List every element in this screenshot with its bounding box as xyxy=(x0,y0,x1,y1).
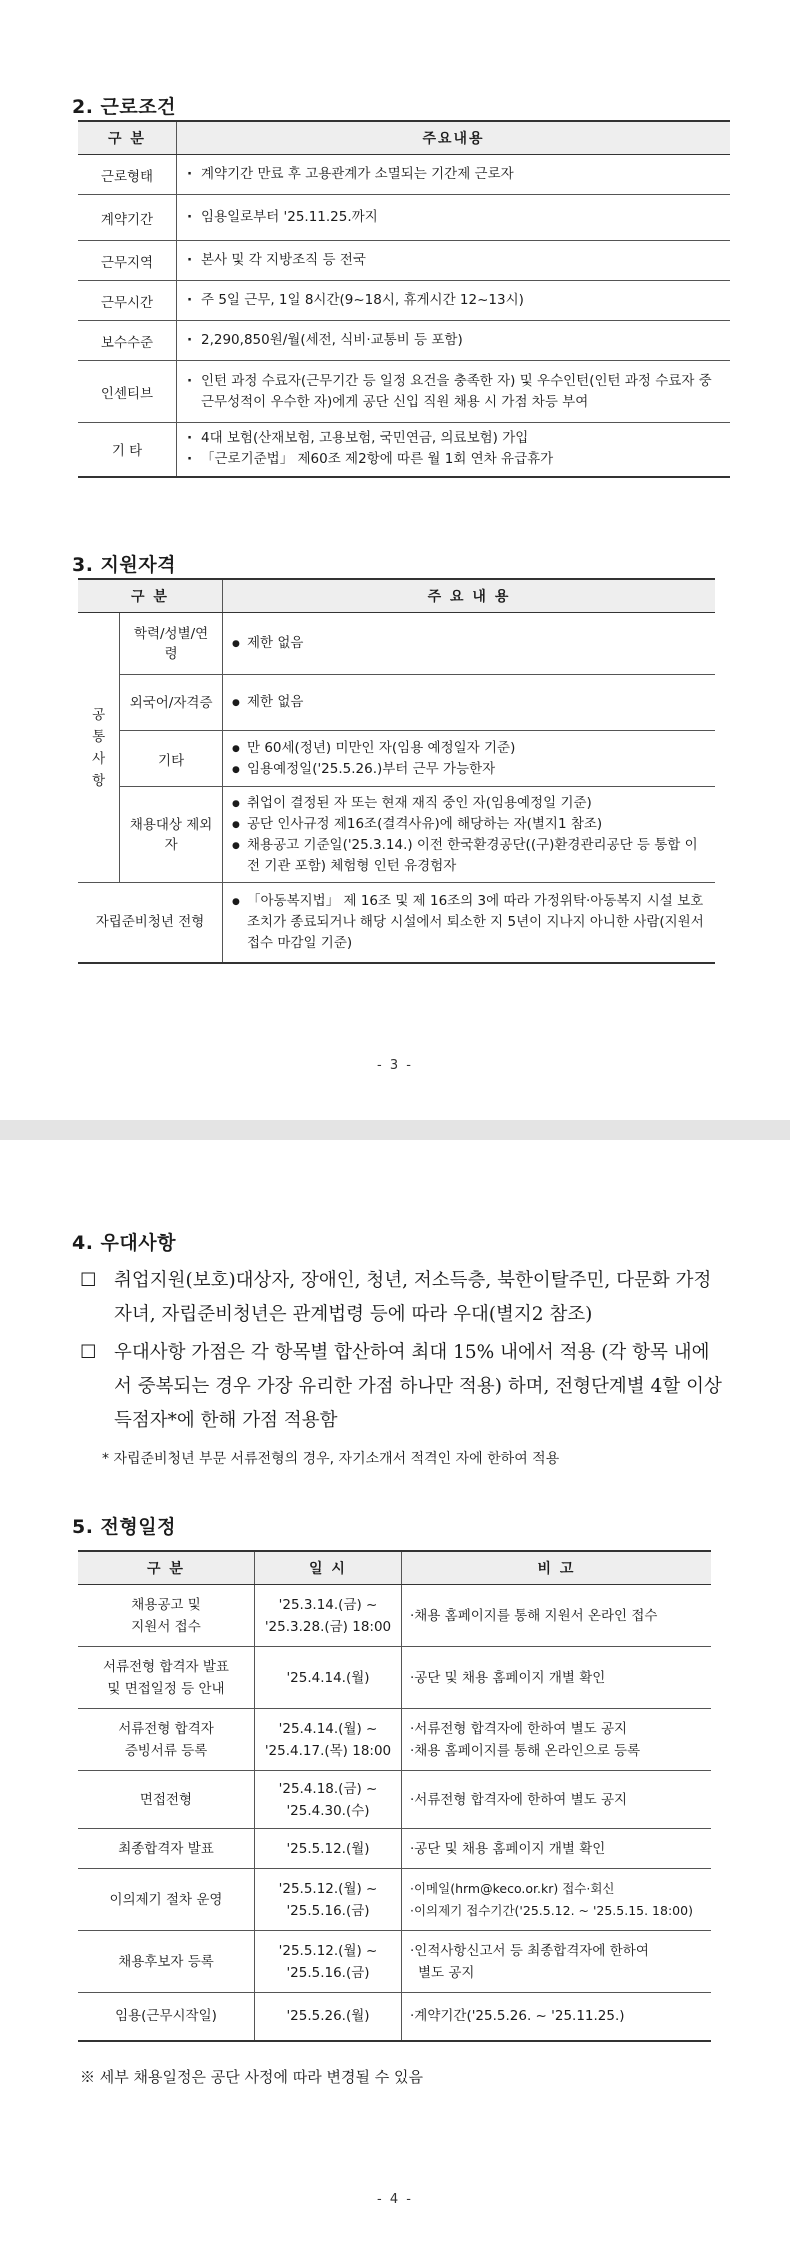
stage-cell: 면접전형 xyxy=(78,1771,255,1829)
section-2-title: 2. 근로조건 xyxy=(72,96,176,118)
table-row xyxy=(78,613,715,675)
checkbox-square-icon: ☐ xyxy=(80,1342,97,1363)
row-item: · 「근로기준법」 제60조 제2항에 따른 월 1회 연차 유급휴가 xyxy=(185,449,722,470)
date-cell: '25.3.14.(금) ~ '25.3.28.(금) 18:00 xyxy=(255,1585,402,1647)
table-row xyxy=(78,731,715,787)
document-page-4 xyxy=(0,1140,790,2256)
table-row xyxy=(78,1931,711,1993)
table-row xyxy=(78,241,730,281)
note-cell: ·채용 홈페이지를 통해 지원서 온라인 접수 xyxy=(402,1585,712,1647)
table-row xyxy=(78,1993,711,2041)
table-row xyxy=(78,423,730,477)
common-group-label: 공 통 사 항 xyxy=(78,613,120,883)
row-item: · 임용일로부터 '25.11.25.까지 xyxy=(185,207,722,228)
date-cell: '25.5.26.(월) xyxy=(255,1993,402,2041)
preference-paragraph-2: ☐ 우대사항 가점은 각 항목별 합산하여 최대 15% 내에서 적용 (각 항목 내에서 중복되는 경우 가장 유리한 가점 하나만 적용) 하며, 전형단계별 4할 이상 득점자*에 한해 가점 적용함 xyxy=(82,1336,722,1438)
table-row xyxy=(78,675,715,731)
table-row xyxy=(78,281,730,321)
table-header: 일 시 xyxy=(255,1551,402,1585)
working-conditions-table xyxy=(78,120,730,478)
note-cell: ·계약기간('25.5.26. ~ '25.11.25.) xyxy=(402,1993,712,2041)
section-3-title: 3. 지원자격 xyxy=(72,554,176,576)
table-header: 구 분 xyxy=(78,579,223,613)
row-item: ● 제한 없음 xyxy=(231,633,707,654)
row-item: · 4대 보험(산재보험, 고용보험, 국민연금, 의료보험) 가입 xyxy=(185,428,722,449)
row-label: 보수수준 xyxy=(78,321,177,361)
schedule-footnote: ※ 세부 채용일정은 공단 사정에 따라 변경될 수 있음 xyxy=(80,2068,423,2086)
row-item: · 2,290,850원/월(세전, 식비·교통비 등 포함) xyxy=(185,330,722,351)
section-4-title: 4. 우대사항 xyxy=(72,1232,176,1254)
schedule-table xyxy=(78,1550,711,2042)
row-item: · 본사 및 각 지방조직 등 전국 xyxy=(185,250,722,271)
row-label: 근무시간 xyxy=(78,281,177,321)
stage-cell: 채용공고 및 지원서 접수 xyxy=(78,1585,255,1647)
table-row xyxy=(78,1869,711,1931)
row-label: 근무지역 xyxy=(78,241,177,281)
row-item: ● 취업이 결정된 자 또는 현재 재직 중인 자(임용예정일 기준) xyxy=(231,793,707,814)
note-cell: ·서류전형 합격자에 한하여 별도 공지 xyxy=(402,1771,712,1829)
qualifications-table xyxy=(78,578,715,964)
stage-cell: 최종합격자 발표 xyxy=(78,1829,255,1869)
row-label: 외국어/자격증 xyxy=(120,675,223,731)
page-number: - 3 - xyxy=(377,1058,413,1073)
preference-paragraph-1: ☐ 취업지원(보호)대상자, 장애인, 청년, 저소득층, 북한이탈주민, 다문화 가정 자녀, 자립준비청년은 관계법령 등에 따라 우대(별지2 참조) xyxy=(82,1264,722,1332)
page-number: - 4 - xyxy=(377,2192,413,2207)
document-page-3 xyxy=(0,0,790,1120)
stage-cell: 서류전형 합격자 발표 및 면접일정 등 안내 xyxy=(78,1647,255,1709)
row-item: ● 공단 인사규정 제16조(결격사유)에 해당하는 자(별지1 참조) xyxy=(231,814,707,835)
row-label: 기타 xyxy=(120,731,223,787)
row-item: ● 만 60세(정년) 미만인 자(임용 예정일자 기준) xyxy=(231,738,707,759)
stage-cell: 채용후보자 등록 xyxy=(78,1931,255,1993)
row-label: 기 타 xyxy=(78,423,177,477)
date-cell: '25.5.12.(월) ~ '25.5.16.(금) xyxy=(255,1869,402,1931)
date-cell: '25.5.12.(월) ~ '25.5.16.(금) xyxy=(255,1931,402,1993)
table-row xyxy=(78,1829,711,1869)
row-label: 계약기간 xyxy=(78,195,177,241)
stage-cell: 이의제기 절차 운영 xyxy=(78,1869,255,1931)
date-cell: '25.4.18.(금) ~ '25.4.30.(수) xyxy=(255,1771,402,1829)
row-label: 학력/성별/연령 xyxy=(120,613,223,675)
table-row xyxy=(78,321,730,361)
note-cell: ·이메일(hrm@keco.or.kr) 접수·회신 ·이의제기 접수기간('25.5.12. ~ '25.5.15. 18:00) xyxy=(402,1869,712,1931)
table-row xyxy=(78,1709,711,1771)
preference-note: * 자립준비청년 부문 서류전형의 경우, 자기소개서 적격인 자에 한하여 적용 xyxy=(102,1451,560,1467)
checkbox-square-icon: ☐ xyxy=(80,1270,97,1291)
row-item: · 주 5일 근무, 1일 8시간(9~18시, 휴게시간 12~13시) xyxy=(185,290,722,311)
section-5-title: 5. 전형일정 xyxy=(72,1516,176,1538)
table-row xyxy=(78,361,730,423)
table-row xyxy=(78,1585,711,1647)
table-header: 구 분 xyxy=(78,121,177,155)
table-row xyxy=(78,883,715,963)
row-item: ● 「아동복지법」 제 16조 및 제 16조의 3에 따라 가정위탁·아동복지 시설 보호조치가 종료되거나 해당 시설에서 퇴소한 지 5년이 지나지 아니한 사람(지원서 접수 마감일 기준) xyxy=(231,891,707,954)
table-row xyxy=(78,155,730,195)
note-cell: ·인적사항신고서 등 최종합격자에 한하여 별도 공지 xyxy=(402,1931,712,1993)
table-row xyxy=(78,195,730,241)
table-header: 주요내용 xyxy=(177,121,731,155)
note-cell: ·공단 및 채용 홈페이지 개별 확인 xyxy=(402,1829,712,1869)
stage-cell: 서류전형 합격자 증빙서류 등록 xyxy=(78,1709,255,1771)
table-row xyxy=(78,1771,711,1829)
stage-cell: 임용(근무시작일) xyxy=(78,1993,255,2041)
note-cell: ·서류전형 합격자에 한하여 별도 공지 ·채용 홈페이지를 통해 온라인으로 등록 xyxy=(402,1709,712,1771)
row-item: ● 임용예정일('25.5.26.)부터 근무 가능한자 xyxy=(231,759,707,780)
row-item: · 계약기간 만료 후 고용관계가 소멸되는 기간제 근로자 xyxy=(185,164,722,185)
date-cell: '25.5.12.(월) xyxy=(255,1829,402,1869)
row-item: ● 제한 없음 xyxy=(231,692,707,713)
table-header: 구 분 xyxy=(78,1551,255,1585)
row-label: 인센티브 xyxy=(78,361,177,423)
row-item: · 인턴 과정 수료자(근무기간 등 일정 요건을 충족한 자) 및 우수인턴(인턴 과정 수료자 중 근무성적이 우수한 자)에게 공단 신입 직원 채용 시 가점 차등 부여 xyxy=(185,371,722,413)
note-cell: ·공단 및 채용 홈페이지 개별 확인 xyxy=(402,1647,712,1709)
table-header: 주 요 내 용 xyxy=(223,579,716,613)
table-row xyxy=(78,1647,711,1709)
row-label: 채용대상 제외자 xyxy=(120,787,223,883)
row-label: 자립준비청년 전형 xyxy=(78,883,223,963)
row-item: ● 채용공고 기준일('25.3.14.) 이전 한국환경공단((구)환경관리공단 등 통합 이전 기관 포함) 체험형 인턴 유경험자 xyxy=(231,835,707,877)
table-header: 비 고 xyxy=(402,1551,712,1585)
date-cell: '25.4.14.(월) ~ '25.4.17.(목) 18:00 xyxy=(255,1709,402,1771)
date-cell: '25.4.14.(월) xyxy=(255,1647,402,1709)
row-label: 근로형태 xyxy=(78,155,177,195)
table-row xyxy=(78,787,715,883)
